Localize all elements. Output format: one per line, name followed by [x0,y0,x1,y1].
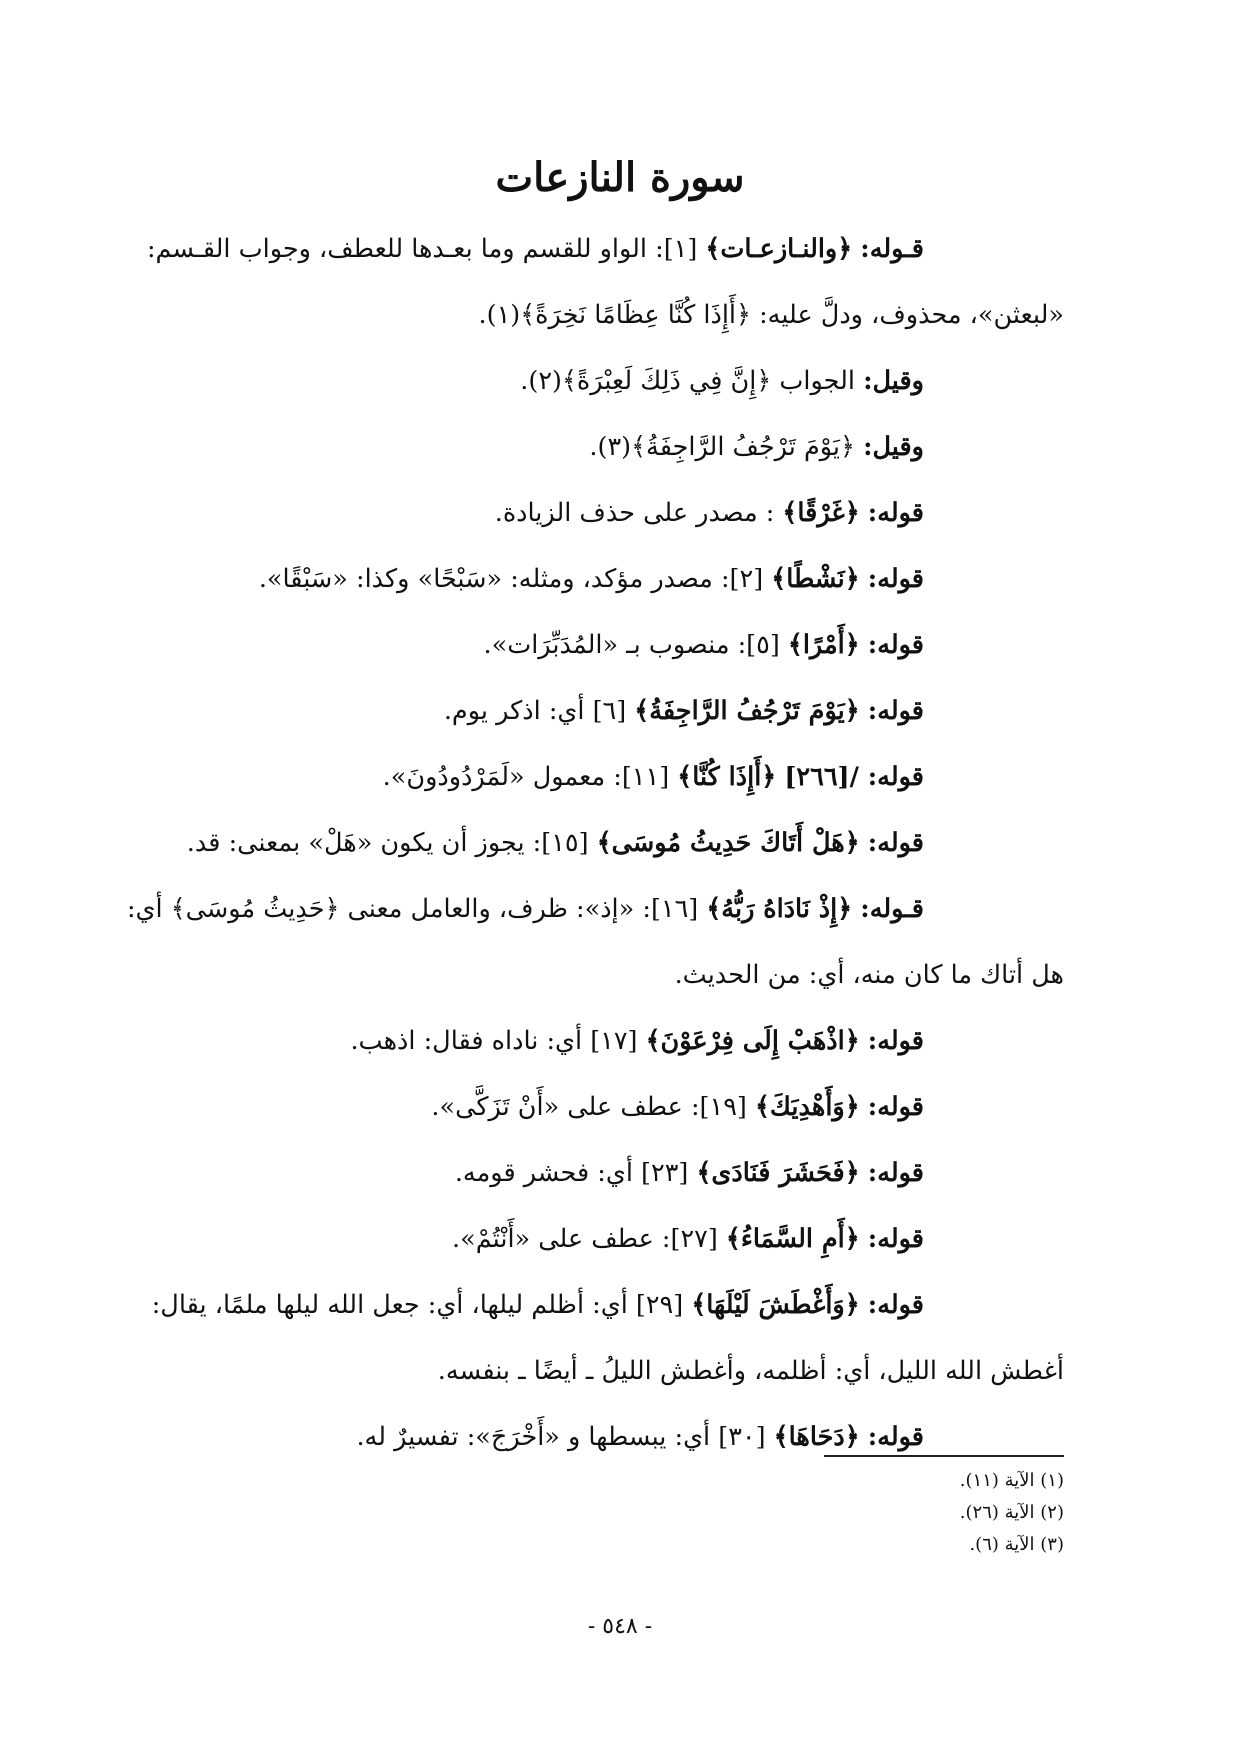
line-lead: قوله: [867,630,924,660]
commentary-line [184,282,1064,348]
line-rest: [١٥]: يجوز أن يكون «هَلْ» بمعنى: قد. [186,828,589,858]
line-rest: الجواب ﴿إِنَّ فِي ذَلِكَ لَعِبْرَةً﴾(٢). [520,366,855,396]
commentary-line [184,1074,1064,1140]
line-rest: [١]: الواو للقسم وما بعـدها للعطف، وجواب القـسم: [146,234,698,264]
line-rest: [١٦]: «إذ»: ظرف، والعامل معنى ﴿حَدِيثُ مُوسَى﴾ أي: [126,894,699,924]
line-verse: ﴿اذْهَبْ إِلَى فِرْعَوْنَ﴾ [645,1026,860,1056]
commentary-line [184,1404,1064,1470]
line-verse: ﴿غَرْقًا﴾ [782,498,860,528]
line-verse: ﴿إِذْ نَادَاهُ رَبُّهُ﴾ [706,894,853,924]
line-verse: ﴿والنـازعـات﴾ [705,234,853,264]
line-rest: هل أتاك ما كان منه، أي: من الحديث. [674,960,1064,990]
line-rest: [٢٧]: عطف على «أَنْتُمْ». [451,1224,718,1254]
line-verse: ﴿أَإِذَا كُنَّا﴾ [677,762,777,792]
line-rest: [٢]: مصدر مؤكد، ومثله: «سَبْحًا» وكذا: «سَبْقًا». [258,564,764,594]
line-rest: [٢٩] أي: أظلم ليلها، أي: جعل الله ليلها ملمًا، يقال: [151,1290,684,1320]
commentary-line [126,876,1064,942]
line-verse: ﴿هَلْ أَتَاكَ حَدِيثُ مُوسَى﴾ [596,828,860,858]
line-verse: ﴿فَحَشَرَ فَنَادَى﴾ [696,1158,860,1188]
line-lead: وقيل: [863,366,924,396]
commentary-line [184,744,1064,810]
commentary-line [184,1206,1064,1272]
line-lead: قوله: [867,1290,924,1320]
footnote-item: (٣) الآية (٦). [969,1534,1064,1555]
line-verse: ﴿نَشْطًا﴾ [771,564,860,594]
commentary-line [146,216,1064,282]
footnotes [464,1465,1064,1561]
commentary-line [184,480,1064,546]
line-lead: قوله: [867,696,924,726]
commentary-line [184,546,1064,612]
line-verse: ﴿وَأَهْدِيَكَ﴾ [754,1092,860,1122]
line-rest: [٢٣] أي: فحشر قومه. [454,1158,689,1188]
line-rest: : مصدر على حذف الزيادة. [494,498,775,528]
commentary-line [184,414,1064,480]
line-lead: قوله: [867,1158,924,1188]
footnote-divider [824,1455,1064,1457]
line-lead: قـوله: [860,234,924,264]
line-rest: [١٩]: عطف على «أَنْ تَزَكَّى». [431,1092,747,1122]
commentary-line [184,942,1064,1008]
surah-title: سورة النازعات [495,154,745,201]
commentary-line [184,1008,1064,1074]
line-lead: قوله: [867,564,924,594]
commentary-line [184,678,1064,744]
line-rest: [١١]: معمول «لَمَرْدُودُونَ». [382,762,670,792]
commentary-line [151,1272,1064,1338]
commentary-line [184,348,1064,414]
line-lead: قوله: [867,1422,924,1452]
commentary-line [184,810,1064,876]
line-lead: قوله: [867,828,924,858]
commentary-body [126,216,1064,1470]
commentary-line [184,612,1064,678]
line-lead: قـوله: [860,894,924,924]
line-rest: «لبعثن»، محذوف، ودلَّ عليه: ﴿أَإِذَا كُنَّا عِظَامًا نَخِرَةً﴾(١). [478,300,1064,330]
line-verse: ﴿أَمْرًا﴾ [787,630,860,660]
line-verse: ﴿دَحَاهَا﴾ [773,1422,860,1452]
line-rest: أغطش الله الليل، أي: أظلمه، وأغطش الليلُ ـ أيضًا ـ بنفسه. [437,1356,1064,1386]
commentary-line [184,1140,1064,1206]
footnote-item: (١) الآية (١١). [959,1470,1064,1491]
line-lead: قوله: [867,1224,924,1254]
line-verse: ﴿وَأَغْطَشَ لَيْلَهَا﴾ [691,1290,860,1320]
footnote-item: (٢) الآية (٢٦). [959,1502,1064,1523]
line-rest: [٣٠] أي: يبسطها و «أَخْرَجَ»: تفسيرٌ له. [356,1422,766,1452]
commentary-line [184,1338,1064,1404]
line-lead: قوله: [867,1026,924,1056]
line-rest: [٦] أي: اذكر يوم. [443,696,627,726]
line-rest: [٥]: منصوب بـ «المُدَبِّرَات». [483,630,780,660]
line-rest: [١٧] أي: ناداه فقال: اذهب. [350,1026,638,1056]
line-verse: ﴿أَمِ السَّمَاءُ﴾ [725,1224,860,1254]
line-lead: قوله: /[٢٦٦] [784,762,924,792]
line-lead: قوله: [867,1092,924,1122]
page-number: - ٥٤٨ - [587,1614,653,1639]
line-lead: وقيل: [863,432,924,462]
line-lead: قوله: [867,498,924,528]
line-verse: ﴿يَوْمَ تَرْجُفُ الرَّاجِفَةُ﴾ [634,696,860,726]
line-rest: ﴿يَوْمَ تَرْجُفُ الرَّاجِفَةُ﴾(٣). [589,432,855,462]
